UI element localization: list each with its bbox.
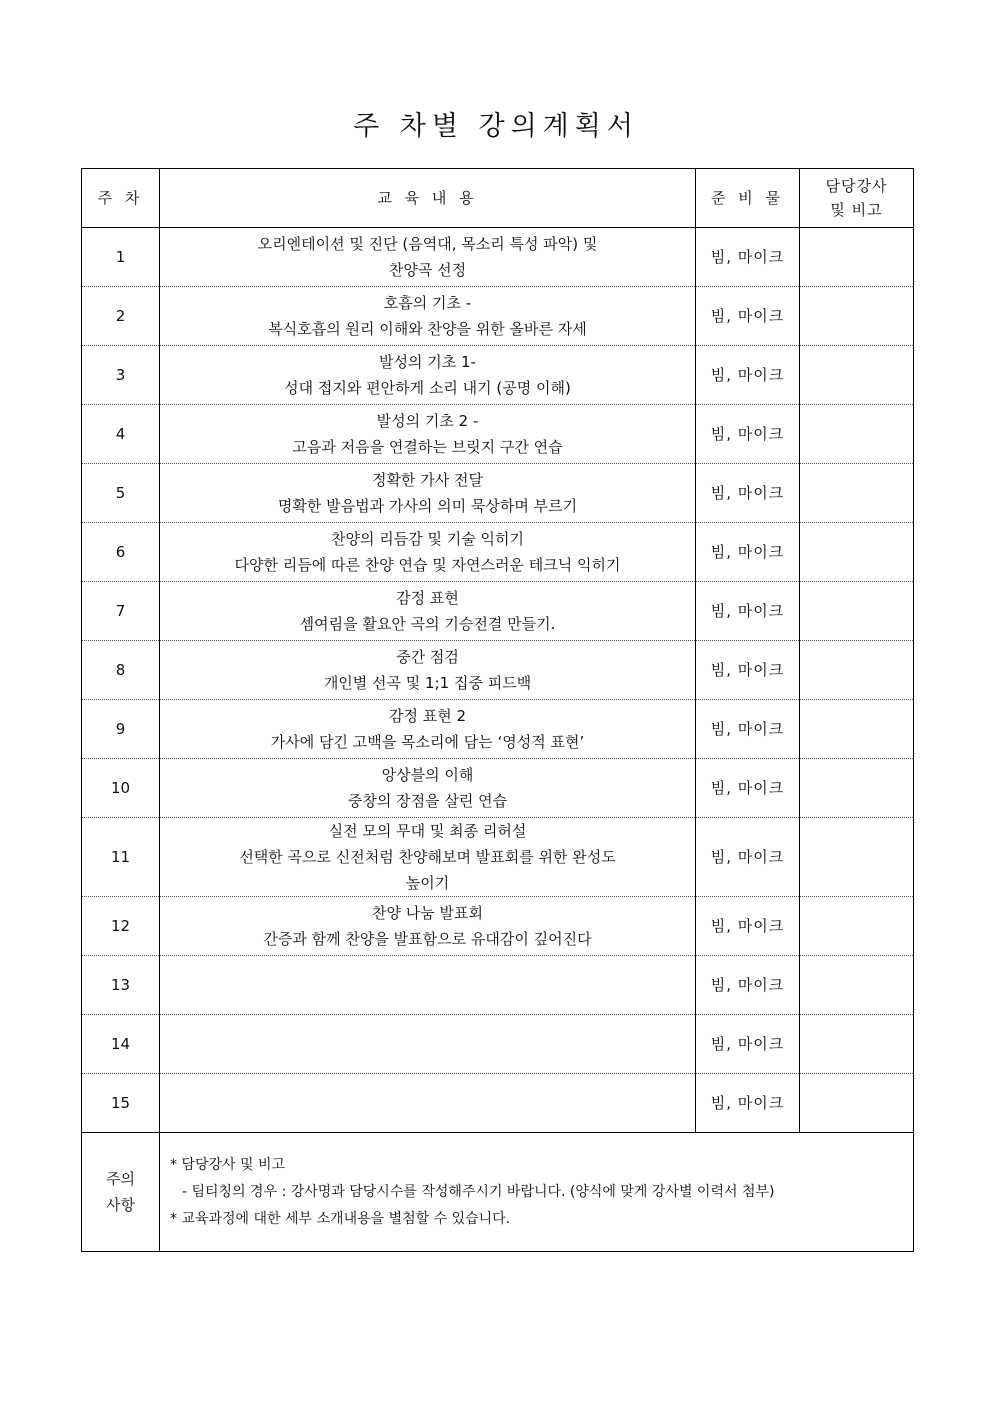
prep-materials: 빔, 마이크 <box>696 1074 800 1133</box>
notes-body <box>160 1133 914 1252</box>
instructor-note <box>800 700 914 759</box>
course-content <box>160 897 696 956</box>
course-content <box>160 1074 696 1133</box>
notes-label <box>82 1133 160 1252</box>
table-row <box>82 582 914 641</box>
content-line-2: 성대 접지와 편안하게 소리 내기 (공명 이해) <box>284 379 571 397</box>
notes-row <box>82 1133 914 1252</box>
prep-materials: 빔, 마이크 <box>696 346 800 405</box>
content-line-1: 감정 표현 2 <box>388 707 467 725</box>
instructor-note <box>800 818 914 897</box>
header-week: 주 차 <box>82 169 160 228</box>
content-line-1: 오리엔테이션 및 진단 (음역대, 목소리 특성 파악) 및 <box>257 235 598 253</box>
content-line-1: 앙상블의 이해 <box>381 766 474 784</box>
instructor-note <box>800 582 914 641</box>
week-number: 5 <box>82 464 160 523</box>
header-instructor-line2: 및 비고 <box>830 201 883 219</box>
prep-materials: 빔, 마이크 <box>696 287 800 346</box>
week-number: 7 <box>82 582 160 641</box>
content-line-2: 고음과 저음을 연결하는 브릿지 구간 연습 <box>292 438 563 456</box>
course-content <box>160 287 696 346</box>
course-content <box>160 228 696 287</box>
table-row <box>82 523 914 582</box>
content-line-1: 발성의 기초 2 - <box>376 412 479 430</box>
content-line-2: 다양한 리듬에 따른 찬양 연습 및 자연스러운 테크닉 익히기 <box>234 556 621 574</box>
course-content <box>160 346 696 405</box>
table-row <box>82 1074 914 1133</box>
week-number: 9 <box>82 700 160 759</box>
table-row <box>82 346 914 405</box>
content-line-2: 선택한 곡으로 신전처럼 찬양해보며 발표회를 위한 완성도 <box>239 848 616 866</box>
prep-materials: 빔, 마이크 <box>696 1015 800 1074</box>
content-line-1: 감정 표현 <box>396 589 459 607</box>
table-row <box>82 641 914 700</box>
content-line-2: 중창의 장점을 살린 연습 <box>347 792 508 810</box>
notes-label-line2: 사항 <box>106 1196 135 1214</box>
prep-materials: 빔, 마이크 <box>696 818 800 897</box>
lecture-plan-table <box>81 168 914 1252</box>
course-content <box>160 818 696 897</box>
week-number: 8 <box>82 641 160 700</box>
instructor-note <box>800 228 914 287</box>
instructor-note <box>800 1015 914 1074</box>
content-line-2: 간증과 함께 찬양을 발표함으로 유대감이 깊어진다 <box>263 930 592 948</box>
week-number: 4 <box>82 405 160 464</box>
content-line-1: 발성의 기초 1- <box>379 353 476 371</box>
week-number: 6 <box>82 523 160 582</box>
instructor-note <box>800 641 914 700</box>
instructor-note <box>800 405 914 464</box>
content-line-2: 개인별 선곡 및 1;1 집중 피드백 <box>323 674 532 692</box>
prep-materials: 빔, 마이크 <box>696 228 800 287</box>
content-line-1: 실전 모의 무대 및 최종 리허설 <box>328 822 527 840</box>
course-content <box>160 523 696 582</box>
prep-materials: 빔, 마이크 <box>696 759 800 818</box>
table-row <box>82 1015 914 1074</box>
course-content <box>160 759 696 818</box>
prep-materials: 빔, 마이크 <box>696 405 800 464</box>
course-content <box>160 464 696 523</box>
instructor-note <box>800 956 914 1015</box>
content-line-2: 가사에 담긴 고백을 목소리에 담는 ‘영성적 표현’ <box>270 733 585 751</box>
header-prep: 준 비 물 <box>696 169 800 228</box>
week-number: 12 <box>82 897 160 956</box>
table-header-row <box>82 169 914 228</box>
prep-materials: 빔, 마이크 <box>696 700 800 759</box>
content-line-2: 복식호흡의 원리 이해와 찬양을 위한 올바른 자세 <box>268 320 587 338</box>
notes-line-3: * 교육과정에 대한 세부 소개내용을 별첨할 수 있습니다. <box>170 1210 511 1227</box>
content-line-2: 명확한 발음법과 가사의 의미 묵상하며 부르기 <box>277 497 578 515</box>
table-row <box>82 759 914 818</box>
course-content <box>160 956 696 1015</box>
content-line-1: 찬양 나눔 발표회 <box>372 904 483 922</box>
table-row <box>82 956 914 1015</box>
notes-line-1: * 담당강사 및 비고 <box>170 1156 286 1173</box>
instructor-note <box>800 897 914 956</box>
document-title: 주 차별 강의계획서 <box>353 111 639 142</box>
instructor-note <box>800 464 914 523</box>
week-number: 13 <box>82 956 160 1015</box>
instructor-note <box>800 287 914 346</box>
content-line-2: 찬양곡 선정 <box>388 261 467 279</box>
week-number: 2 <box>82 287 160 346</box>
table-row <box>82 897 914 956</box>
content-line-1: 호흡의 기초 - <box>383 294 472 312</box>
header-instructor-line1: 담당강사 <box>825 177 888 195</box>
notes-line-2: - 팀티칭의 경우 : 강사명과 담당시수를 작성해주시기 바랍니다. (양식에 맞게 강사별 이력서 첨부) <box>182 1183 775 1200</box>
table-row <box>82 405 914 464</box>
table-row <box>82 287 914 346</box>
course-content <box>160 405 696 464</box>
week-rows <box>82 228 914 1133</box>
prep-materials: 빔, 마이크 <box>696 523 800 582</box>
prep-materials: 빔, 마이크 <box>696 956 800 1015</box>
header-content: 교 육 내 용 <box>160 169 696 228</box>
week-number: 14 <box>82 1015 160 1074</box>
prep-materials: 빔, 마이크 <box>696 897 800 956</box>
content-line-1: 정확한 가사 전달 <box>372 471 483 489</box>
week-number: 11 <box>82 818 160 897</box>
course-content <box>160 582 696 641</box>
week-number: 3 <box>82 346 160 405</box>
instructor-note <box>800 1074 914 1133</box>
course-content <box>160 641 696 700</box>
prep-materials: 빔, 마이크 <box>696 582 800 641</box>
instructor-note <box>800 523 914 582</box>
table-row <box>82 700 914 759</box>
content-line-1: 중간 점검 <box>396 648 459 666</box>
course-content <box>160 700 696 759</box>
instructor-note <box>800 346 914 405</box>
table-row <box>82 818 914 897</box>
week-number: 10 <box>82 759 160 818</box>
course-content <box>160 1015 696 1074</box>
table-row <box>82 464 914 523</box>
content-line-1: 찬양의 리듬감 및 기술 익히기 <box>331 530 524 548</box>
notes-label-line1: 주의 <box>106 1170 135 1188</box>
header-instructor <box>800 169 914 228</box>
week-number: 1 <box>82 228 160 287</box>
instructor-note <box>800 759 914 818</box>
week-number: 15 <box>82 1074 160 1133</box>
content-line-3: 높이기 <box>405 874 450 892</box>
prep-materials: 빔, 마이크 <box>696 641 800 700</box>
content-line-2: 셈여림을 활요안 곡의 기승전결 만들기. <box>299 615 556 633</box>
table-row <box>82 228 914 287</box>
prep-materials: 빔, 마이크 <box>696 464 800 523</box>
